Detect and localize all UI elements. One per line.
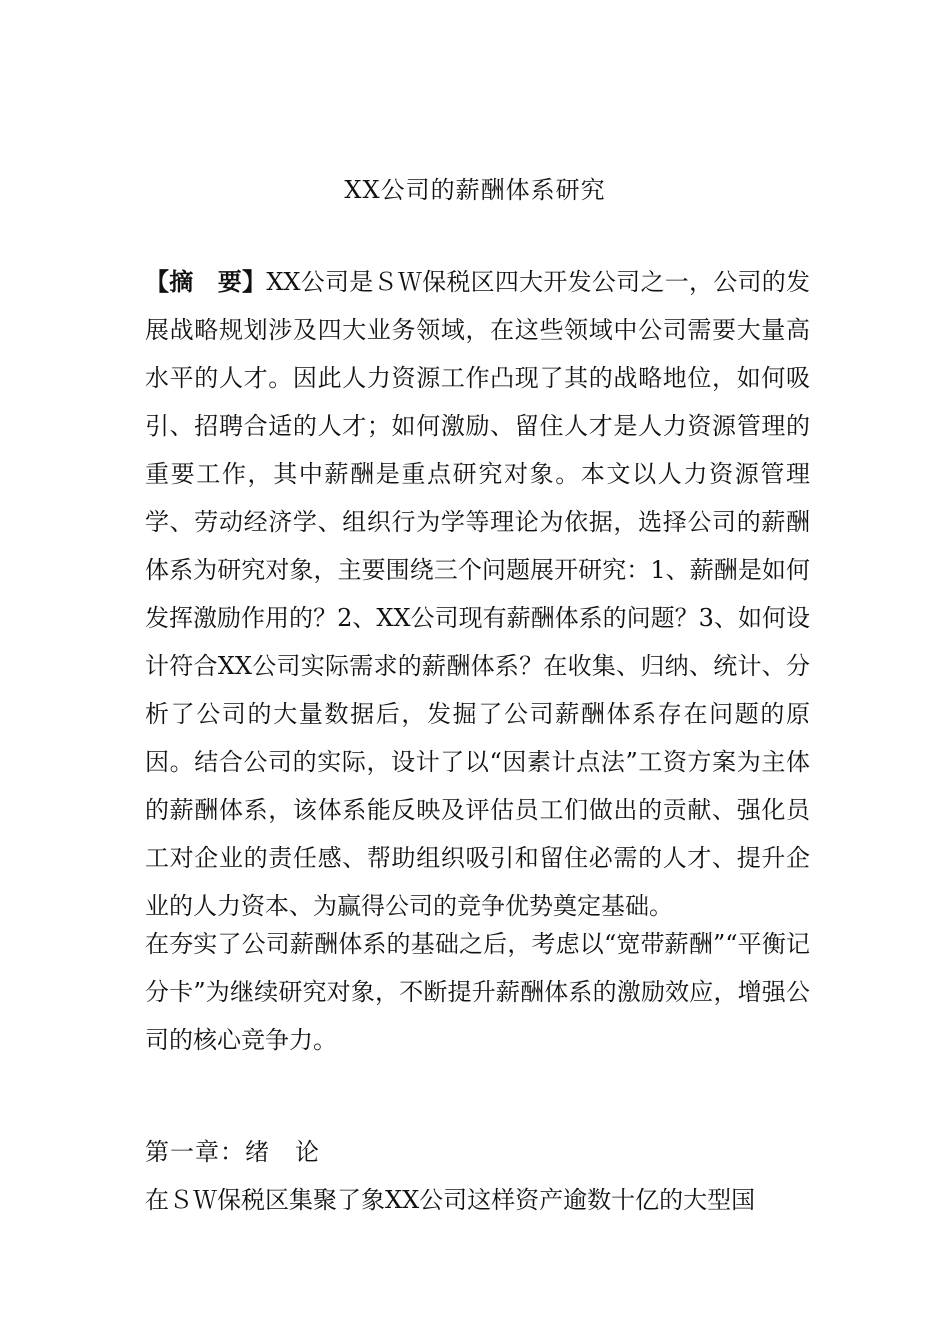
abstract-paragraph [145, 258, 810, 930]
abstract-label: 【摘 要】 [145, 267, 267, 296]
chapter-one-first-line: 在ＳＷ保税区集聚了象XX公司这样资产逾数十亿的大型国 [145, 1186, 756, 1214]
abstract-text: XX公司是ＳＷ保税区四大开发公司之一，公司的发展战略规划涉及四大业务领域，在这些领域中公司需要大量高水平的人才。因此人力资源工作凸现了其的战略地位，如何吸引、招聘合适的人才；如何激励、留住人才是人力资源管理的重要工作，其中薪酬是重点研究对象。本文以人力资源管理学、劳动经济学、组织行为学等理论为依据，选择公司的薪酬体系为研究对象，主要围绕三个问题展开研究：1、薪酬是如何发挥激励作用的？2、XX公司现有薪酬体系的问题？3、如何设计符合XX公司实际需求的薪酬体系？在收集、归纳、统计、分析了公司的大量数据后，发掘了公司薪酬体系存在问题的原因。结合公司的实际，设计了以“因素计点法”工资方案为主体的薪酬体系，该体系能反映及评估员工们做出的贡献、强化员工对企业的责任感、帮助组织吸引和留住必需的人才、提升企业的人力资本、为赢得公司的竞争优势奠定基础。 [145, 268, 811, 920]
document-title: XX公司的薪酬体系研究 [344, 176, 606, 204]
closing-paragraph: 在夯实了公司薪酬体系的基础之后，考虑以“宽带薪酬”“平衡记分卡”为继续研究对象，不断提升薪酬体系的激励效应，增强公司的核心竞争力。 [145, 930, 810, 1054]
chapter-one-heading: 第一章：绪 论 [145, 1138, 320, 1166]
